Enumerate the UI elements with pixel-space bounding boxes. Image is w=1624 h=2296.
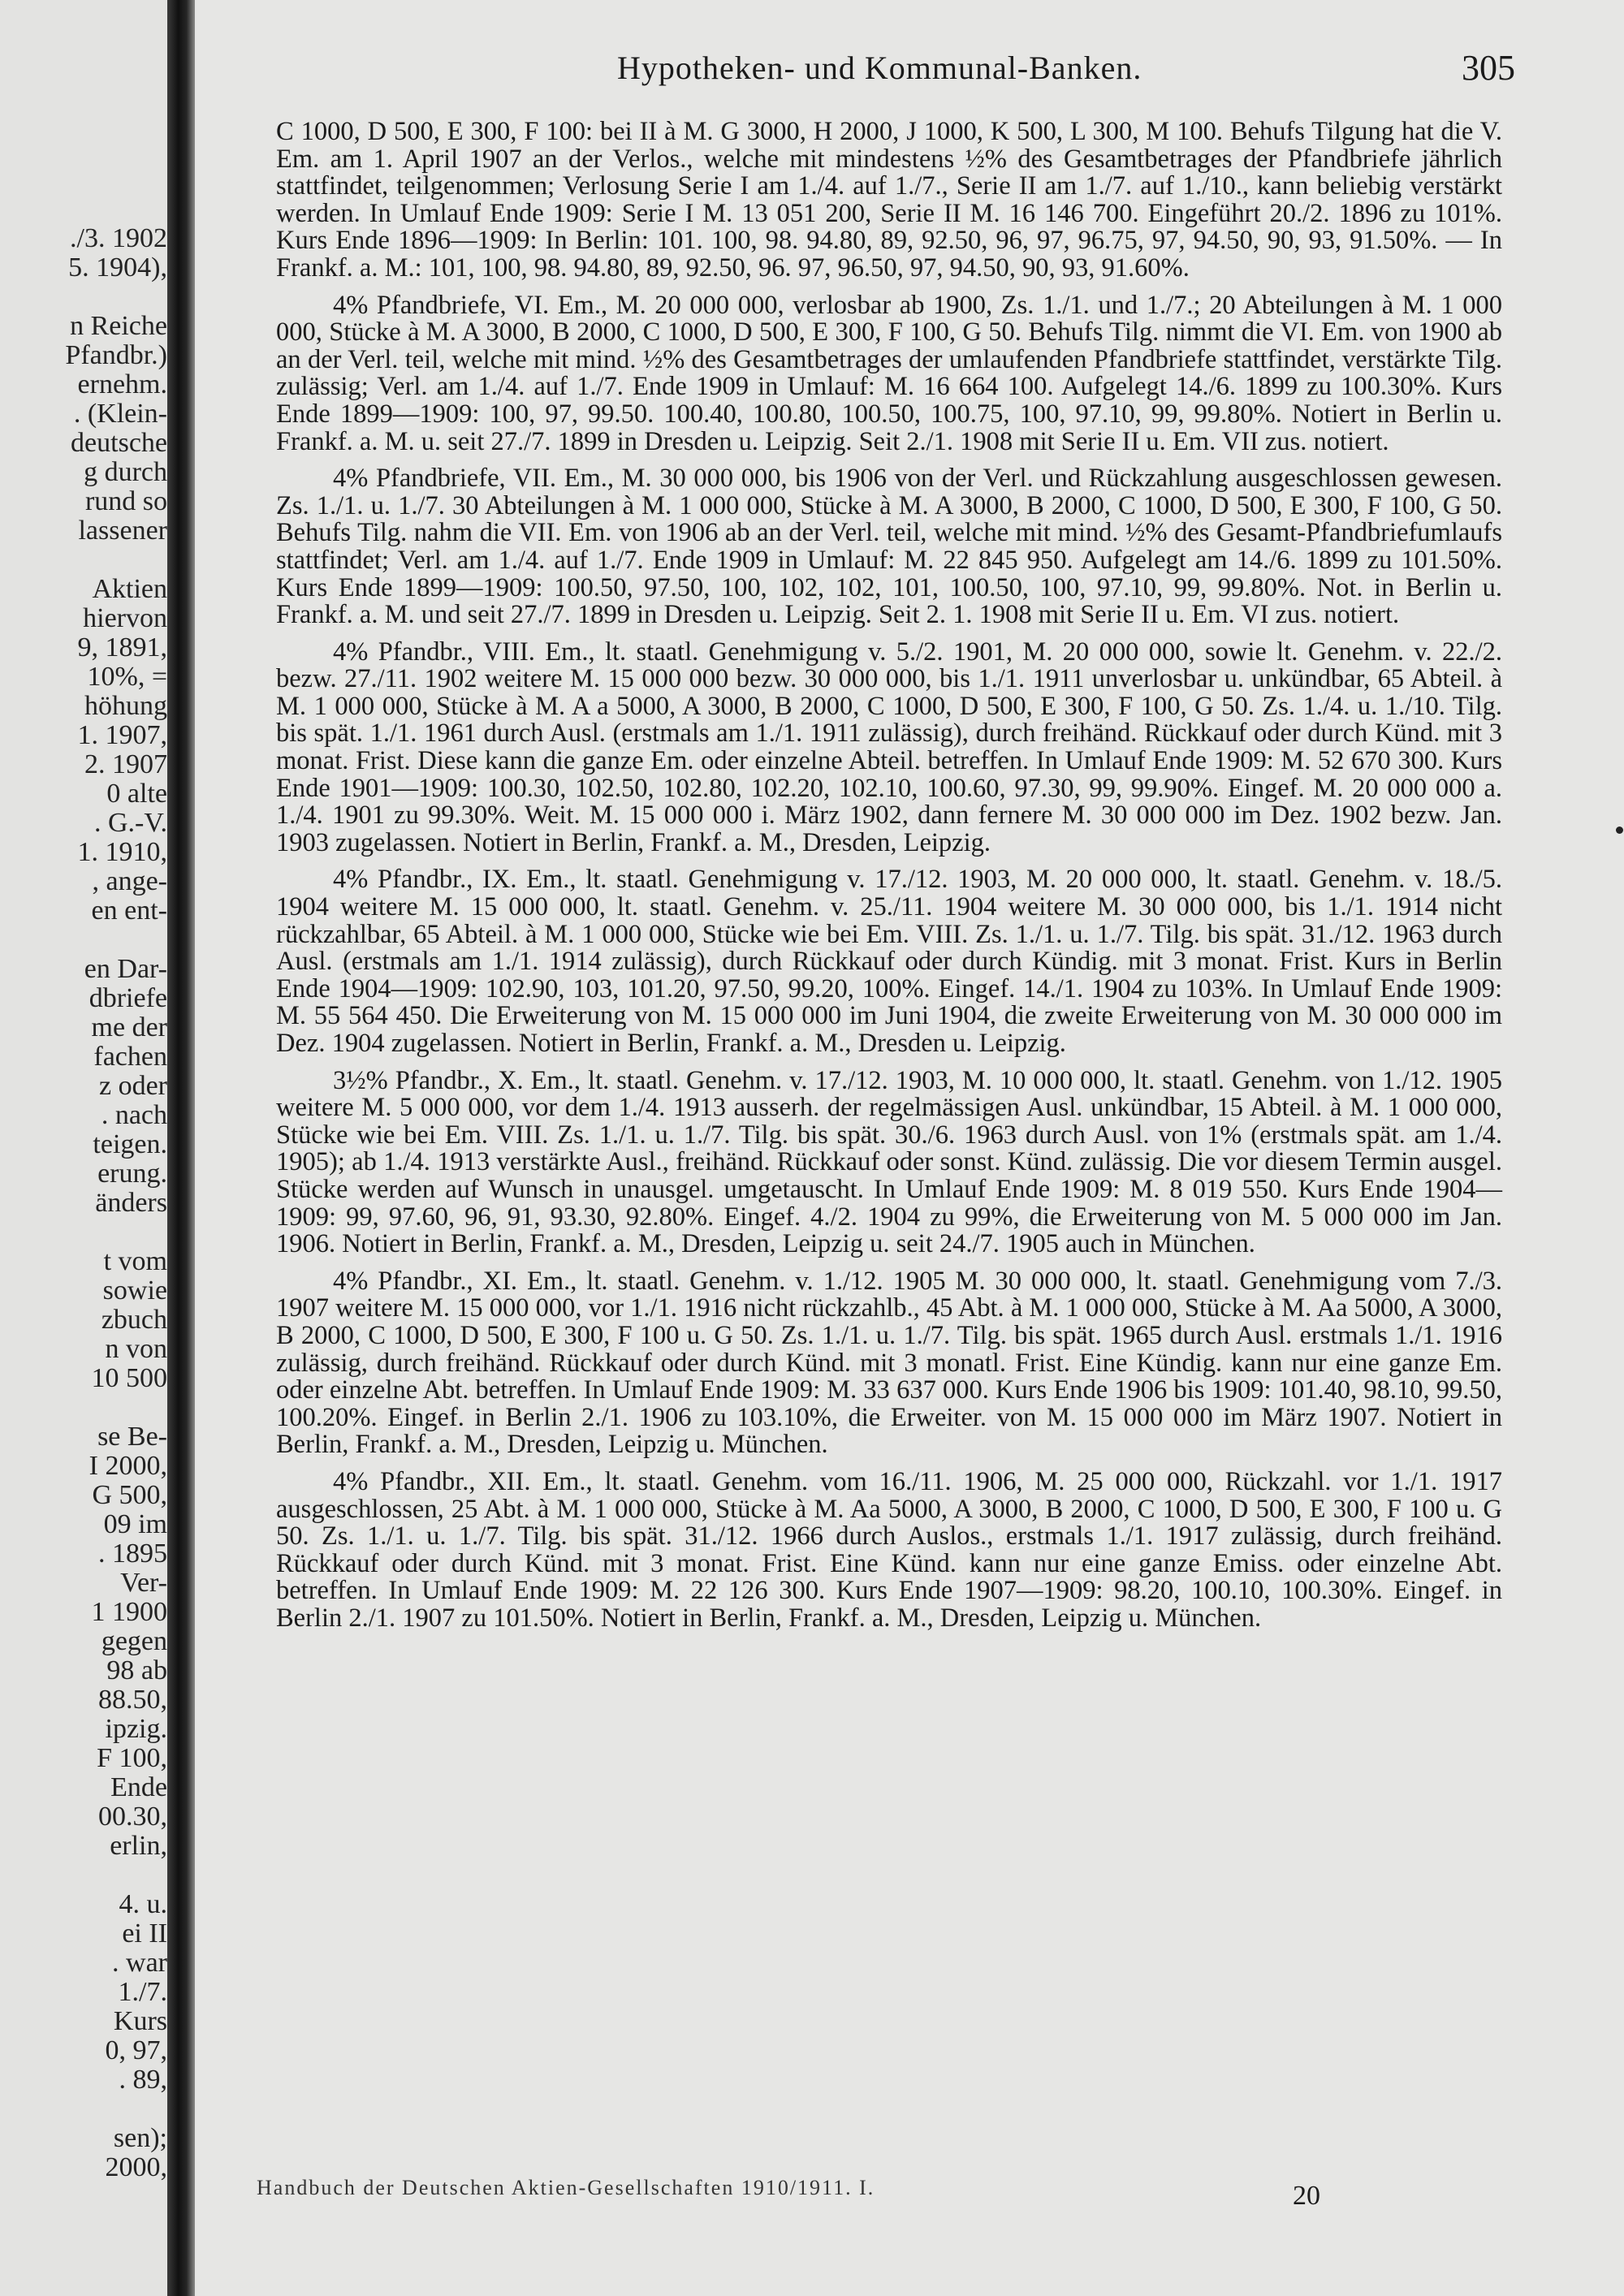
left-page-line: t vom [103,1246,167,1276]
left-page-line: , ange- [92,866,167,896]
left-page-line: fachen [93,1042,167,1072]
left-page-line: 9, 1891, [77,632,167,662]
left-page-line: zbuch [101,1305,167,1335]
left-page-line: . G.-V. [93,808,167,838]
left-page-line: en Dar- [84,954,167,984]
left-page-line: 88.50, [98,1685,167,1715]
left-page-line: ei II [122,1918,167,1949]
left-page-line: se Be- [97,1422,167,1452]
left-page-line: Aktien [92,574,167,604]
paragraph: 4% Pfandbr., XII. Em., lt. staatl. Genehm. vom 16./11. 1906, M. 25 000 000, Rückzahl. vor 1./1. 1917 ausgeschlossen, 25 Abt. à M. 1 000 000, Stücke à M. Aa 5000, A 3000, B 2000, C 1000, D 500, E 300, F 100 u. G 50. Zs. 1./1. u. 1./7. Tilg. bis spät. 31./12. 1966 durch Auslos., erstmals 1./1. 1917 zulässig, durch freihänd. Rückkauf oder durch Künd. mit 3 monat. Frist. Eine Künd. kann nur eine ganze Emiss. oder einzelne Abt. betreffen. In Umlauf Ende 1909: M. 22 126 300. Kurs Ende 1907—1909: 98.20, 100.10, 100.30%. Eingef. in Berlin 2./1. 1907 zu 101.50%. Notiert in Berlin, Frankf. a. M., Dresden, Leipzig u. München. [276,1466,1502,1633]
paragraph: 4% Pfandbriefe, VII. Em., M. 30 000 000, bis 1906 von der Verl. und Rückzahlung ausgeschlossen gewesen. Zs. 1./1. u. 1./7. 30 Abteilungen à M. 1 000 000, Stücke à M. A 3000, B 2000, C 1000, D 500, E 300, F 100, G 50. Behufs Tilg. nahm die VII. Em. von 1906 ab an der Verl. teil, welche mit mind. ½% des Gesamt-Pfandbriefumlaufs stattfindet; Verl. am 1./4. auf 1./7. Ende 1909 in Umlauf: M. 22 845 950. Aufgelegt am 14./6. 1899 zu 101.50%. Kurs Ende 1899—1909: 100.50, 97.50, 100, 102, 102, 101, 100.50, 100, 97.10, 99, 99.80%. Not. in Berlin u. Frankf. a. M. und seit 27./7. 1899 in Dresden u. Leipzig. Seit 2. 1. 1908 mit Serie II u. Em. VI zus. notiert. [276,464,1502,630]
running-header: Hypotheken- und Kommunal-Banken. [617,50,1142,86]
left-page-line: höhung [84,691,167,721]
book-gutter [167,0,195,2296]
left-page-line: 1 1900 [91,1597,167,1627]
left-page-line: Ver- [120,1568,167,1598]
paragraph: C 1000, D 500, E 300, F 100: bei II à M. G 3000, H 2000, J 1000, K 500, L 300, M 100. Behufs Tilgung hat die V. Em. am 1. April 1907 an der Verlos., welche mit mindestens ½% des Gesamtbetrages der Pfandbriefe jährlich stattfindet, teilgenommen; Verlosung Serie I am 1./4. auf 1./7., Serie II am 1./7. auf 1./10., kann beliebig verstärkt werden. In Umlauf Ende 1909: Serie I M. 13 051 200, Serie II M. 16 146 700. Eingeführt 20./2. 1896 zu 101%. Kurs Ende 1896—1909: In Berlin: 101. 100, 98. 94.80, 89, 92.50, 96, 97, 96.75, 97, 94.50, 90, 93, 91.50%. — In Frankf. a. M.: 101, 100, 98. 94.80, 89, 92.50, 96. 97, 96.50, 97, 94.50, 90, 93, 91.60%. [276,117,1502,283]
left-page-line: sowie [102,1275,167,1306]
left-page-line: erlin, [110,1831,167,1861]
paragraph: 4% Pfandbriefe, VI. Em., M. 20 000 000, verlosbar ab 1900, Zs. 1./1. und 1./7.; 20 Abteilungen à M. 1 000 000, Stücke à M. A 3000, B 2000, C 1000, D 500, E 300, F 100, G 50. Behufs Tilg. nimmt die VI. Em. von 1900 ab an der Verl. teil, welche mit mind. ½% des Gesamtbetrages der umlaufenden Pfandbriefe stattfindet, verstärkte Tilg. zulässig; Verl. am 1./4. auf 1./7. Ende 1909 in Umlauf: M. 16 664 100. Aufgelegt 14./6. 1899 zu 100.30%. Kurs Ende 1899—1909: 100, 97, 99.50. 100.40, 100.80, 100.50, 100.75, 100, 97.10, 99, 99.80%. Notiert in Berlin u. Frankf. a. M. u. seit 27./7. 1899 in Dresden u. Leipzig. Seit 2./1. 1908 mit Serie II u. Em. VII zus. notiert. [276,290,1502,456]
ink-dot [1616,826,1623,834]
left-page-line: 0 alte [106,779,167,809]
left-page-line: 2000, [105,2152,167,2182]
left-page-line: 1./7. [118,1977,167,2007]
main-text [276,119,1502,1642]
left-page-line: . war [112,1948,167,1978]
left-page-line: lassener [78,516,167,546]
left-page-line: 98 ab [106,1655,167,1685]
left-page-line: deutsche [71,428,167,458]
left-page-line: 10 500 [91,1363,167,1393]
left-page-line: Kurs [113,2006,167,2036]
left-page-line: . (Klein- [73,399,167,429]
left-page-line: rund so [84,486,167,516]
left-page-line: 4. u. [119,1889,167,1919]
left-page-line: ipzig. [105,1714,167,1744]
left-page-line: I 2000, [89,1451,167,1481]
left-page-line: sen); [113,2123,167,2153]
left-page-line: G 500, [92,1480,167,1510]
left-page-line: . 1895 [98,1539,167,1569]
left-page-line: n von [105,1334,167,1364]
left-page-line: 1. 1907, [77,720,167,750]
left-page-line: hiervon [83,603,167,633]
paragraph: 4% Pfandbr., VIII. Em., lt. staatl. Genehmigung v. 5./2. 1901, M. 20 000 000, sowie lt. Genehm. v. 22./2. bezw. 27./11. 1902 weitere M. 15 000 000 bezw. 30 000 000, bis 1./1. 1911 unverlosbar u. unkündbar, 65 Abteil. à M. 1 000 000, Stücke à M. A a 5000, A 3000, B 2000, C 1000, D 500, E 300, F 100, G 50. Zs. 1./4. u. 1./10. Tilg. bis spät. 1./1. 1961 durch Ausl. (erstmals am 1./1. 1911 zulässig), durch freihänd. Rückkauf oder durch Künd. mit 3 monat. Frist. Diese kann die ganze Em. oder einzelne Abteil. betreffen. In Umlauf Ende 1909: M. 52 670 300. Kurs Ende 1901—1909: 100.30, 102.50, 102.80, 102.20, 102.10, 100.60, 97.30, 99, 99.90%. Eingef. M. 20 000 000 a. 1./4. 1901 zu 99.30%. Weit. M. 15 000 000 i. März 1902, dann fernere M. 30 000 000 im Dez. 1902 bezw. Jan. 1903 zugelassen. Notiert in Berlin, Frankf. a. M., Dresden, Leipzig. [276,637,1502,857]
paragraph: 3½% Pfandbr., X. Em., lt. staatl. Genehm. v. 17./12. 1903, M. 10 000 000, lt. staatl. Genehm. von 1./12. 1905 weitere M. 5 000 000, vor dem 1./4. 1913 ausserh. der regelmässigen Ausl. unkündbar, 15 Abteil. à M. 1 000 000, Stücke wie bei Em. VIII. Zs. 1./1. u. 1./7. Tilg. bis spät. 30./6. 1963 durch Ausl. von 1% (erstmals spät. am 1./4. 1905); ab 1./4. 1913 verstärkte Ausl., freihänd. Rückkauf oder sonst. Künd. zulässig. Die vor diesem Termin ausgel. Stücke werden auf Wunsch in unausgel. umgetauscht. In Umlauf Ende 1909: M. 8 019 550. Kurs Ende 1904—1909: 99, 97.60, 96, 91, 93.30, 92.80%. Eingef. 4./2. 1904 zu 99%, die Erweiterung von M. 5 000 000 im Jan. 1906. Notiert in Berlin, Frankf. a. M., Dresden, Leipzig u. seit 24./7. 1905 auch in München. [276,1065,1502,1259]
left-page-line: dbriefe [89,983,167,1013]
left-page-line: erung. [97,1159,167,1189]
left-page-line: 00.30, [98,1802,167,1832]
left-page-line: teigen. [93,1129,167,1159]
paragraph: 4% Pfandbr., XI. Em., lt. staatl. Genehm. v. 1./12. 1905 M. 30 000 000, lt. staatl. Genehmigung vom 7./3. 1907 weitere M. 15 000 000, vor 1./1. 1916 nicht rückzahlb., 45 Abt. à M. 1 000 000, Stücke à M. Aa 5000, A 3000, B 2000, C 1000, D 500, E 300, F 100 u. G 50. Zs. 1./1. u. 1./7. Tilg. bis spät. 1965 durch Ausl. erstmals 1./1. 1916 zulässig, durch freihänd. Rückkauf oder durch Künd. mit 3 monatl. Frist. Eine Kündig. kann nur eine ganze Em. oder einzelne Abt. betreffen. In Umlauf Ende 1909: M. 33 637 000. Kurs Ende 1906 bis 1909: 101.40, 98.10, 99.50, 100.20%. Eingef. in Berlin 2./1. 1906 zu 103.10%, die Erweiter. von M. 15 000 000 im März 1907. Notiert in Berlin, Frankf. a. M., Dresden, Leipzig u. München. [276,1266,1502,1460]
left-page-line: z oder [98,1071,167,1101]
left-page-line: 1. 1910, [77,837,167,867]
left-page-line: Ende [110,1772,167,1802]
left-page-line: F 100, [97,1743,167,1773]
left-page-line: 5. 1904), [68,252,167,283]
signature-mark: 20 [1293,2181,1320,2211]
paragraph: 4% Pfandbr., IX. Em., lt. staatl. Genehmigung v. 17./12. 1903, M. 20 000 000, lt. staatl. Genehm. v. 18./5. 1904 weitere M. 15 000 000, lt. staatl. Genehm. v. 25./11. 1904 weitere M. 30 000 000, bis 1./1. 1914 nicht rückzahlbar, 65 Abteil. à M. 1 000 000, Stücke wie bei Em. VIII. Zs. 1./1. u. 1./7. Tilg. bis spät. 31./12. 1963 durch Ausl. (erstmals am 1./1. 1914 zulässig), durch Rückkauf oder durch Kündig. mit 3 monat. Frist. Kurs in Berlin Ende 1904—1909: 102.90, 103, 101.20, 97.50, 99.20, 100%. Eingef. 14./1. 1904 zu 103%. In Umlauf Ende 1909: M. 55 564 450. Die Erweiterung von M. 15 000 000 im Juni 1904, die zweite Erweiterung von M. 30 000 000 im Dez. 1904 zugelassen. Notiert in Berlin, Frankf. a. M., Dresden u. Leipzig. [276,865,1502,1058]
left-page-fragment [0,0,171,2296]
left-page-line: . nach [101,1100,167,1130]
page-number: 305 [1462,48,1515,88]
left-page-line: n Reiche [70,311,167,341]
left-page-line: . 89, [119,2065,167,2095]
left-page-line: 0, 97, [105,2035,167,2065]
left-page-line: 10%, = [87,662,167,692]
page-footer: Handbuch der Deutschen Aktien-Gesellschaften 1910/1911. I. [257,2176,875,2199]
left-page-line: en ent- [91,896,167,926]
left-page-line: ernehm. [77,369,167,399]
left-page-line: änders [95,1188,167,1218]
left-page-line: ./3. 1902 [70,223,167,253]
left-page-line: gegen [101,1626,167,1656]
left-page-line: 09 im [103,1509,167,1539]
left-page-line: me der [91,1012,167,1042]
left-page-line: 2. 1907 [84,749,167,779]
left-page-line: Pfandbr.) [65,340,167,370]
left-page-line: g durch [84,457,167,487]
